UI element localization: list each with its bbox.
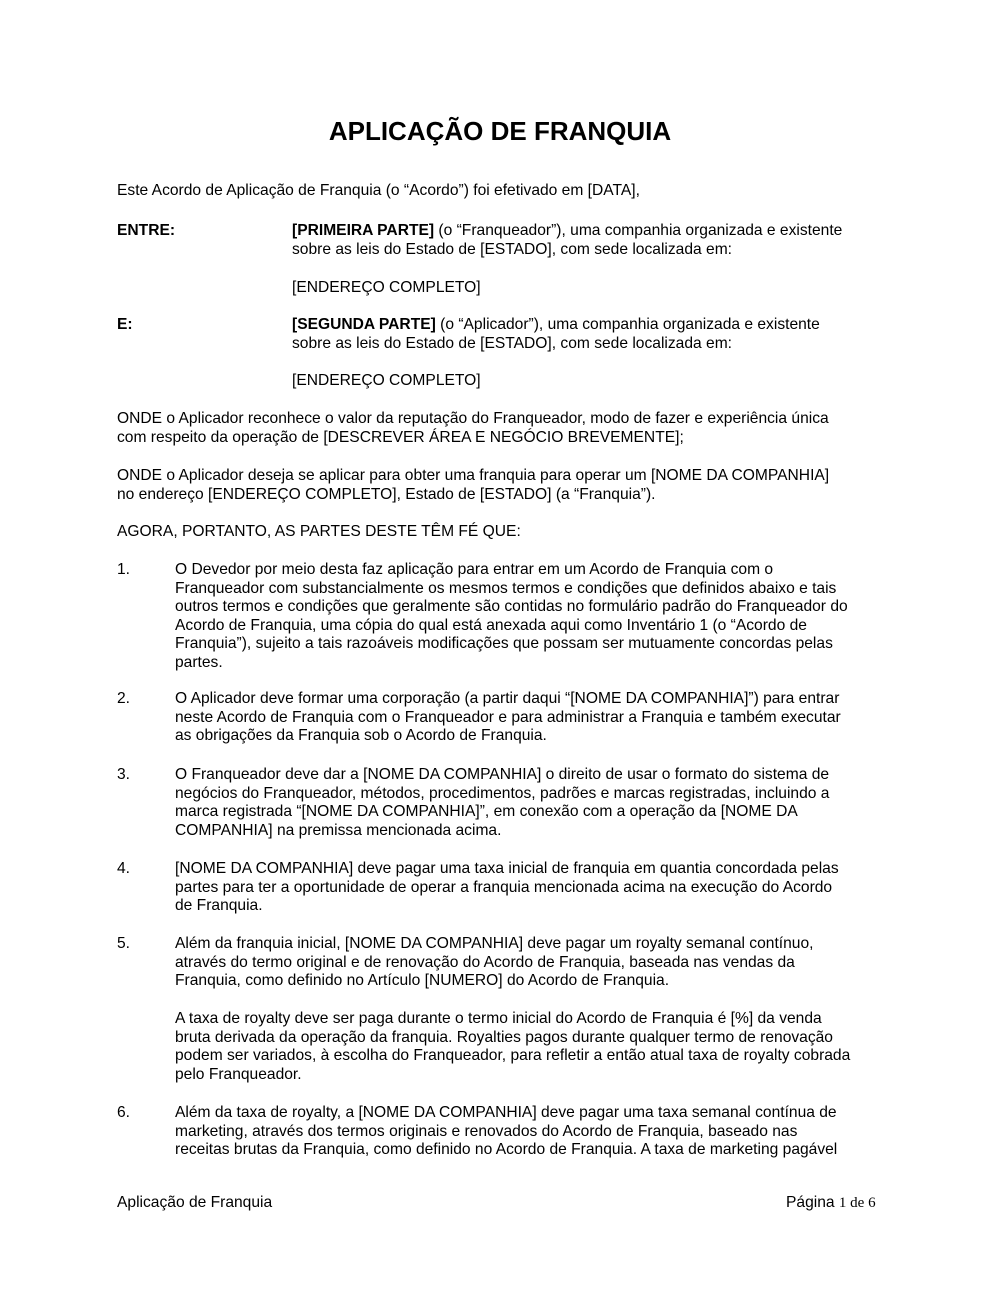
item-1-line: Franqueador com substancialmente os mesmos termos e condições que definidos abaixo e tais (175, 579, 837, 597)
item-5-sub-line: A taxa de royalty deve ser paga durante o termo inicial do Acordo de Franquia é [%] da venda (175, 1010, 822, 1027)
party-first-name: [PRIMEIRA PARTE] (292, 222, 435, 239)
item-4-text (175, 860, 887, 916)
item-5-text (175, 935, 887, 991)
footer-page-total: 6 (868, 1195, 876, 1211)
item-5-sub-line: bruta derivada da operação da franquia. Royalties pagos durante qualquer termo de renovação (175, 1028, 833, 1046)
party-second-line1 (292, 316, 892, 335)
party-first-address: [ENDEREÇO COMPLETO] (292, 279, 481, 296)
item-1-line: O Devedor por meio desta faz aplicação para entrar em um Acordo de Franquia com o (175, 561, 774, 578)
now-therefore-heading: AGORA, PORTANTO, AS PARTES DESTE TÊM FÉ QUE: (117, 523, 521, 540)
item-2-line: neste Acordo de Franquia com o Franqueador e para administrar a Franquia e também executar (175, 708, 841, 726)
item-2-line: as obrigações da Franquia sob o Acordo de Franquia. (175, 727, 547, 745)
party-second-block (292, 316, 892, 353)
party-label-and: E: (117, 316, 133, 333)
item-2-text (175, 690, 887, 746)
footer-document-name: Aplicação de Franquia (117, 1194, 273, 1211)
item-5-number: 5. (117, 935, 131, 952)
party-second-desc: (o “Aplicador”), uma companhia organizada e existente (435, 316, 820, 333)
item-6-text (175, 1104, 887, 1160)
whereas-1-line-1: ONDE o Aplicador reconhece o valor da reputação do Franqueador, modo de fazer e experiência única (117, 410, 829, 427)
item-3-line: negócios do Franqueador, métodos, procedimentos, padrões e marcas registradas, incluindo a (175, 784, 830, 802)
item-4-line: partes para ter a oportunidade de operar a franquia mencionada acima na execução do Acordo (175, 878, 833, 896)
item-3-line: marca registrada “[NOME DA COMPANHIA]”, em conexão com a operação da [NOME DA (175, 803, 798, 821)
item-5-subparagraph (175, 1010, 887, 1084)
item-6-line: marketing, através dos termos originais e renovados do Acordo de Franquia, baseado nas (175, 1122, 798, 1140)
item-1-line: outros termos e condições que geralmente são contidas no formulário padrão do Franqueador do (175, 598, 848, 616)
party-first-desc: (o “Franqueador”), uma companhia organizada e existente (434, 222, 843, 239)
item-5-line: através do termo original e de renovação do Acordo de Franquia, baseada nas vendas da (175, 953, 795, 971)
item-1-line: Acordo de Franquia, uma cópia do qual está anexada aqui como Inventário 1 (o “Acordo de (175, 616, 807, 634)
item-4-number: 4. (117, 860, 131, 877)
intro-paragraph: Este Acordo de Aplicação de Franquia (o “Acordo”) foi efetivado em [DATA], (117, 182, 640, 199)
item-1-text (175, 561, 887, 673)
item-3-line: COMPANHIA] na premissa mencionada acima. (175, 821, 502, 839)
item-6-line: receitas brutas da Franquia, como definido no Acordo de Franquia. A taxa de marketing pagável (175, 1141, 838, 1159)
item-2-number: 2. (117, 690, 131, 707)
footer-page-of: de (846, 1195, 869, 1211)
item-6-line: Além da taxa de royalty, a [NOME DA COMPANHIA] deve pagar uma taxa semanal contínua de (175, 1104, 837, 1121)
item-1-number: 1. (117, 561, 131, 578)
item-3-line: O Franqueador deve dar a [NOME DA COMPANHIA] o direito de usar o formato do sistema de (175, 766, 830, 783)
item-2-line: O Aplicador deve formar uma corporação (a partir daqui “[NOME DA COMPANHIA]”) para entrar (175, 690, 840, 707)
item-5-sub-line: pelo Franqueador. (175, 1065, 302, 1083)
party-first-line1 (292, 222, 892, 241)
whereas-2-line-2: no endereço [ENDEREÇO COMPLETO], Estado de [ESTADO] (a “Franquia”). (117, 485, 656, 503)
item-4-line: de Franquia. (175, 897, 263, 915)
party-second-line2: sobre as leis do Estado de [ESTADO], com sede localizada em: (292, 334, 733, 352)
footer-page-number (786, 1194, 876, 1213)
whereas-paragraph-1 (117, 410, 887, 447)
party-label-between: ENTRE: (117, 222, 176, 239)
party-first-block (292, 222, 892, 259)
item-1-line: partes. (175, 653, 223, 671)
whereas-2-line-1: ONDE o Aplicador deseja se aplicar para obter uma franquia para operar um [NOME DA COMPANHIA] (117, 467, 830, 484)
footer-page-current: 1 (838, 1195, 847, 1211)
whereas-1-line-2: com respeito da operação de [DESCREVER ÁREA E NEGÓCIO BREVEMENTE]; (117, 428, 684, 446)
party-second-name: [SEGUNDA PARTE] (292, 316, 436, 333)
whereas-paragraph-2 (117, 467, 887, 504)
item-3-text (175, 766, 887, 840)
party-second-address: [ENDEREÇO COMPLETO] (292, 372, 481, 389)
item-5-line: Além da franquia inicial, [NOME DA COMPANHIA] deve pagar um royalty semanal contínuo, (175, 935, 814, 952)
item-5-sub-line: podem ser variados, à escolha do Franqueador, para refletir a então atual taxa de royalty cobrada (175, 1047, 851, 1065)
document-title: APLICAÇÃO DE FRANQUIA (328, 116, 672, 146)
item-4-line: [NOME DA COMPANHIA] deve pagar uma taxa inicial de franquia em quantia concordada pelas (175, 860, 839, 877)
item-1-line: Franquia”), sujeito a tais razoáveis modificações que possam ser mutuamente concordas pelas (175, 635, 833, 653)
item-6-number: 6. (117, 1104, 131, 1121)
item-5-line: Franquia, como definido no Artículo [NUMERO] do Acordo de Franquia. (175, 972, 670, 990)
party-first-line2: sobre as leis do Estado de [ESTADO], com sede localizada em: (292, 240, 733, 258)
footer-page-label: Página (786, 1194, 839, 1211)
item-3-number: 3. (117, 766, 131, 783)
